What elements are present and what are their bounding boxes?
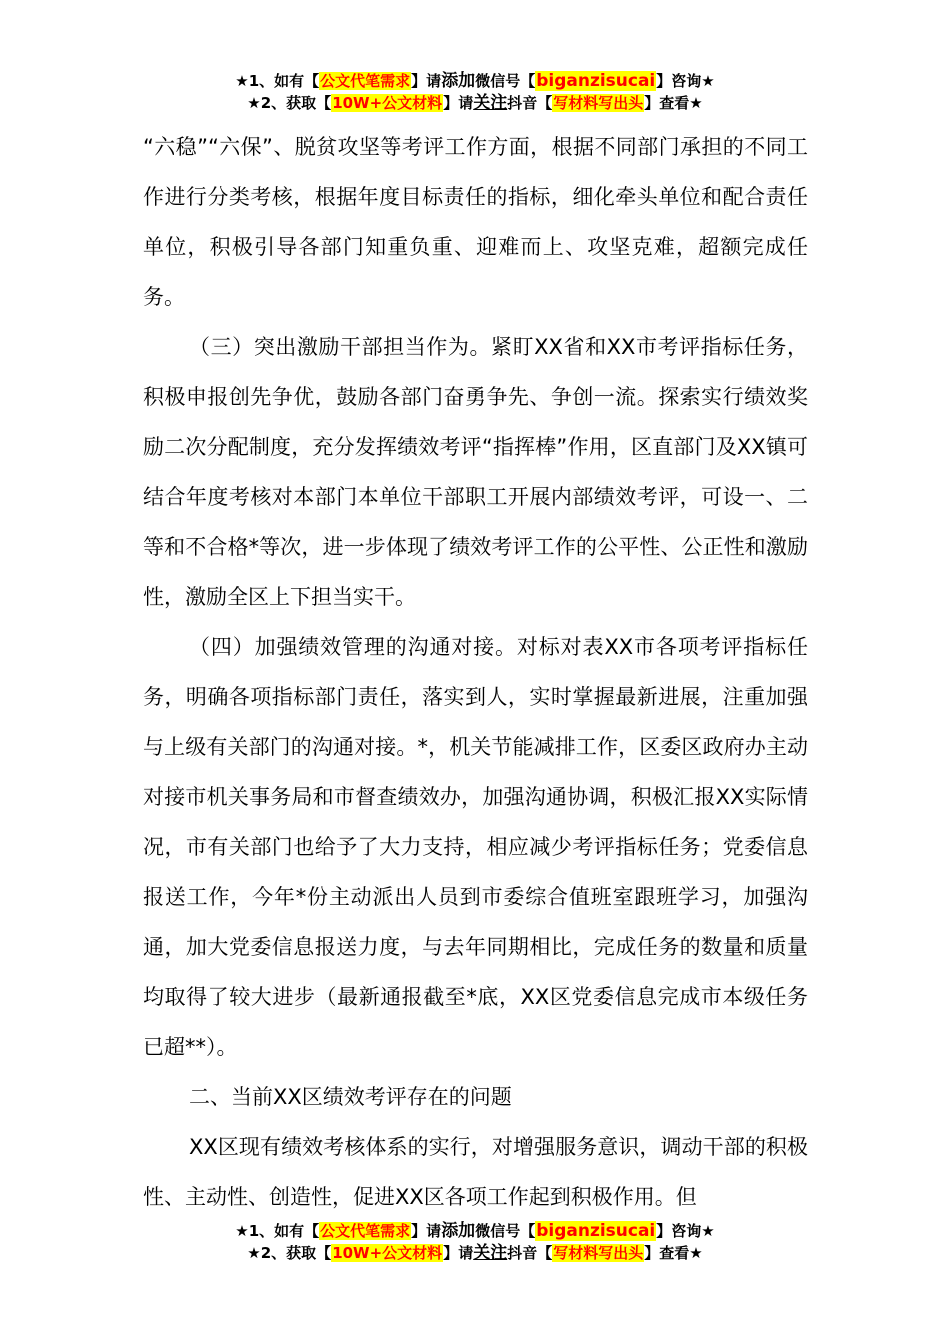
banner-text: 微信号【	[475, 1222, 536, 1240]
paragraph: （四）加强绩效管理的沟通对接。对标对表XX市各项考评指标任务，明确各项指标部门责任，落实到人，实时掌握最新进展，注重加强与上级有关部门的沟通对接。*，机关节能减排工作，区委区政府办主动对接市机关事务局和市督查绩效办，加强沟通协调，积极汇报XX实际情况，市有关部门也给予了大力支持，相应减少考评指标任务；党委信息报送工作，今年*份主动派出人员到市委综合值班室跟班学习，加强沟通，加大党委信息报送力度，与去年同期相比，完成任务的数量和质量均取得了较大进步（最新通报截至*底，XX区党委信息完成市本级任务已超**）。	[143, 635, 808, 1059]
banner-text: 】请	[443, 94, 474, 112]
banner-wechat-id: biganzisucai	[536, 71, 656, 91]
banner-text: 】请	[411, 1222, 442, 1240]
banner-text: ★1、如有【	[235, 1222, 320, 1240]
banner-highlight: 10W+公文材料	[332, 94, 443, 112]
banner-text: ★2、获取【	[247, 1244, 332, 1262]
banner-emphasis: 添加	[441, 1221, 476, 1241]
banner-line-2	[0, 1242, 950, 1264]
banner-text: 】查看★	[644, 94, 703, 112]
paragraph: XX区现有绩效考核体系的实行，对增强服务意识，调动干部的积极性、主动性、创造性，促进XX区各项工作起到积极作用。但	[143, 1135, 808, 1209]
banner-text: 】查看★	[644, 1244, 703, 1262]
paragraph: “六稳”“六保”、脱贫攻坚等考评工作方面，根据不同部门承担的不同工作进行分类考核，根据年度目标责任的指标，细化牵头单位和配合责任单位，积极引导各部门知重负重、迎难而上、攻坚克难，超额完成任务。	[143, 135, 808, 309]
banner-emphasis: 添加	[441, 71, 476, 91]
banner-emphasis: 关注	[473, 93, 508, 113]
banner-text: 抖音【	[507, 94, 553, 112]
section-heading: 二、当前XX区绩效考评存在的问题	[189, 1085, 512, 1109]
banner-text: 抖音【	[507, 1244, 553, 1262]
banner-line-1	[0, 1220, 950, 1242]
banner-line-1	[0, 70, 950, 92]
banner-highlight: 公文代笔需求	[320, 72, 411, 90]
banner-text: 】请	[443, 1244, 474, 1262]
banner-douyin-id: 写材料写出头	[553, 1244, 644, 1262]
top-banner	[0, 70, 950, 114]
banner-text: ★2、获取【	[247, 94, 332, 112]
paragraph: （三）突出激励干部担当作为。紧盯XX省和XX市考评指标任务，积极申报创先争优，鼓励各部门奋勇争先、争创一流。探索实行绩效奖励二次分配制度，充分发挥绩效考评“指挥棒”作用，区直部门及XX镇可结合年度考核对本部门本单位干部职工开展内部绩效考评，可设一、二等和不合格*等次，进一步体现了绩效考评工作的公平性、公正性和激励性，激励全区上下担当实干。	[143, 335, 808, 609]
banner-text: 微信号【	[475, 72, 536, 90]
bottom-banner	[0, 1220, 950, 1264]
banner-douyin-id: 写材料写出头	[553, 94, 644, 112]
banner-text: 】咨询★	[656, 1222, 715, 1240]
document-body	[143, 122, 808, 1222]
banner-highlight: 公文代笔需求	[320, 1222, 411, 1240]
banner-wechat-id: biganzisucai	[536, 1221, 656, 1241]
banner-text: 】请	[411, 72, 442, 90]
banner-text: ★1、如有【	[235, 72, 320, 90]
banner-emphasis: 关注	[473, 1243, 508, 1263]
banner-text: 】咨询★	[656, 72, 715, 90]
banner-line-2	[0, 92, 950, 114]
banner-highlight: 10W+公文材料	[332, 1244, 443, 1262]
